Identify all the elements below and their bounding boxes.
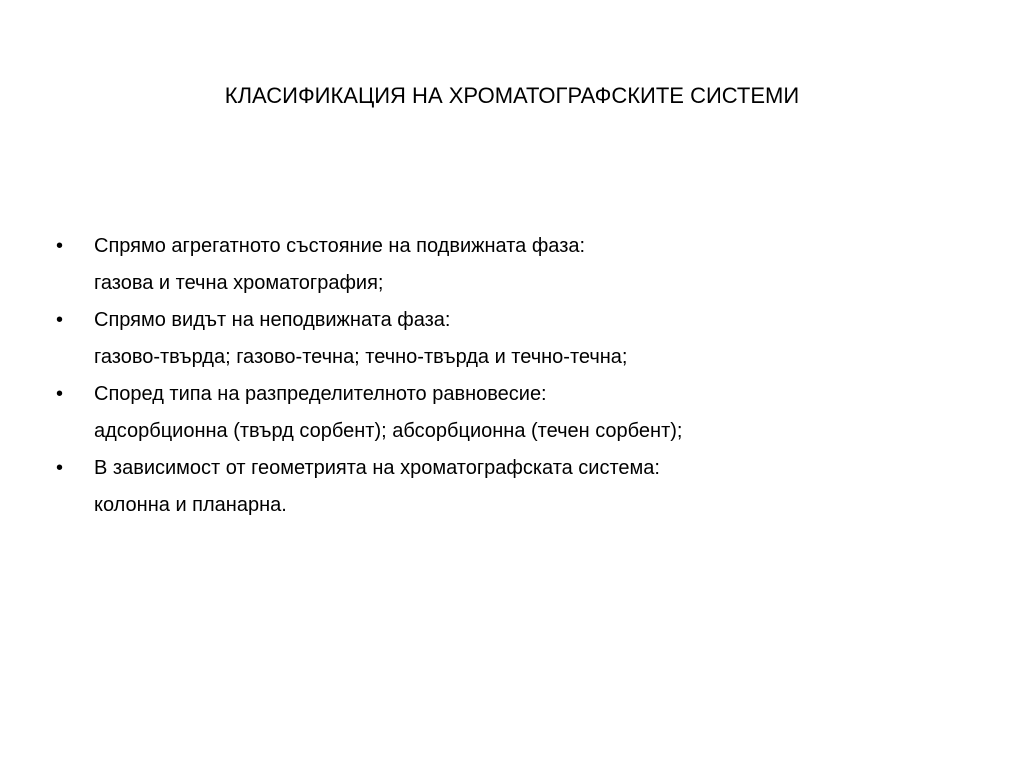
- bullet-heading: Спрямо видът на неподвижната фаза:: [94, 309, 451, 331]
- bullet-detail-line: [56, 265, 976, 302]
- bullet-icon: •: [56, 457, 64, 479]
- bullet-heading-line: [56, 376, 976, 413]
- list-item: [56, 228, 976, 302]
- bullet-list: [56, 228, 976, 524]
- bullet-heading: Спрямо агрегатното състояние на подвижната фаза:: [94, 235, 586, 257]
- bullet-heading-line: [56, 302, 976, 339]
- bullet-detail: газово-твърда; газово-течна; течно-твърда и течно-течна;: [94, 346, 628, 368]
- bullet-heading: Според типа на разпределителното равновесие:: [94, 383, 547, 405]
- bullet-icon: •: [56, 235, 64, 257]
- list-item: [56, 302, 976, 376]
- bullet-detail: газова и течна хроматография;: [94, 272, 384, 294]
- list-item: [56, 376, 976, 450]
- bullet-detail-line: [56, 413, 976, 450]
- bullet-detail-line: [56, 339, 976, 376]
- bullet-heading-line: [56, 450, 976, 487]
- bullet-detail-line: [56, 487, 976, 524]
- bullet-heading-line: [56, 228, 976, 265]
- bullet-detail: адсорбционна (твърд сорбент); абсорбционна (течен сорбент);: [94, 420, 683, 442]
- slide-title: КЛАСИФИКАЦИЯ НА ХРОМАТОГРАФСКИТЕ СИСТЕМИ: [224, 83, 800, 108]
- list-item: [56, 450, 976, 524]
- bullet-heading: В зависимост от геометрията на хроматографската система:: [94, 457, 660, 479]
- bullet-icon: •: [56, 383, 64, 405]
- bullet-icon: •: [56, 309, 64, 331]
- bullet-detail: колонна и планарна.: [94, 494, 287, 516]
